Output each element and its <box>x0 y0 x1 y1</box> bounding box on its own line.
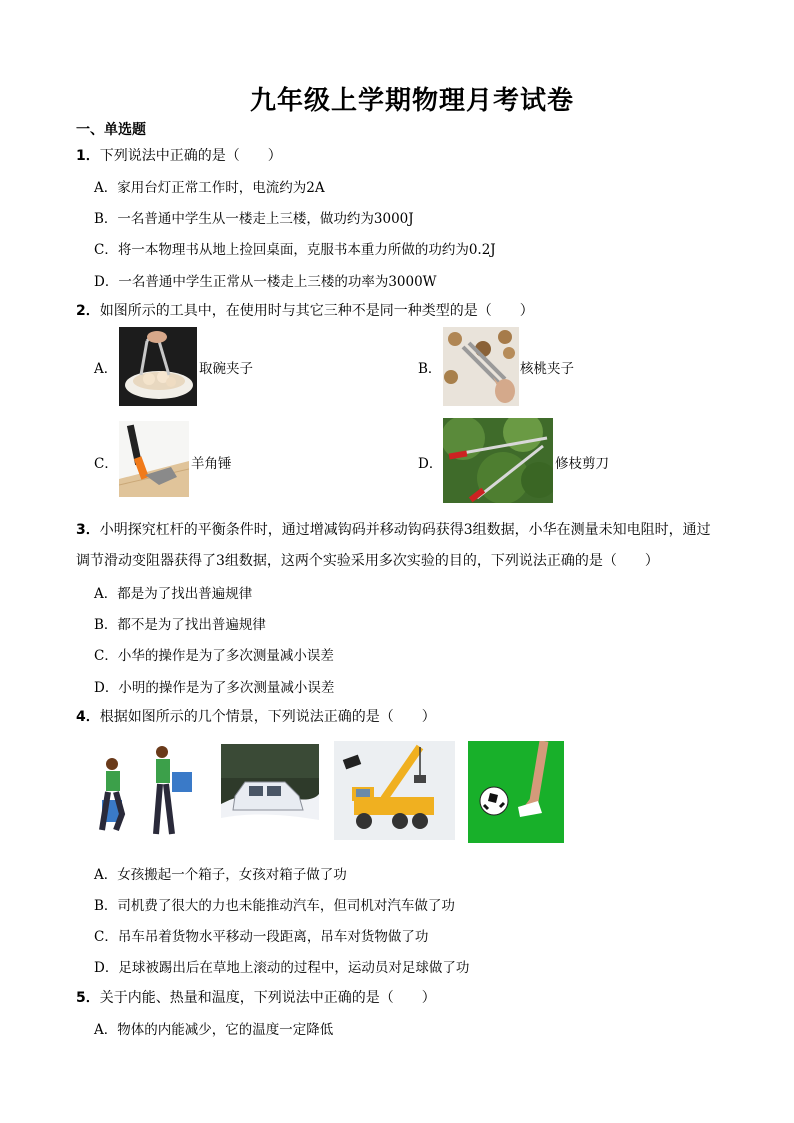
q2-option-d-label: 修枝剪刀 <box>555 456 609 472</box>
q4-option-d: D．足球被踢出后在草地上滚动的过程中，运动员对足球做了功 <box>94 960 470 976</box>
q2-option-a-letter: A． <box>94 361 118 377</box>
question-3 <box>76 519 711 539</box>
question-stem-line-1: 小明探究杠杆的平衡条件时，通过增减钩码并移动钩码获得3组数据，小华在测量未知电阻时，通过 <box>99 522 711 538</box>
question-number: 2． <box>76 303 100 319</box>
q1-option-a: A．家用台灯正常工作时，电流约为2A <box>94 180 325 196</box>
q1-option-d: D．一名普通中学生正常从一楼走上三楼的功率为3000W <box>94 274 437 290</box>
question-number: 5． <box>76 990 100 1006</box>
q3-option-a: A．都是为了找出普遍规律 <box>94 586 253 602</box>
question-stem: 根据如图所示的几个情景，下列说法正确的是（ ） <box>99 709 436 725</box>
page-title: 九年级上学期物理月考试卷 <box>249 86 574 116</box>
q2-option-b-label: 核桃夹子 <box>520 361 574 377</box>
q4-option-a: A．女孩搬起一个箱子，女孩对箱子做了功 <box>94 867 347 883</box>
q4-option-c: C．吊车吊着货物水平移动一段距离，吊车对货物做了功 <box>94 929 429 945</box>
q2-option-c-label: 羊角锤 <box>191 456 232 472</box>
pruning-shears-image <box>443 418 553 503</box>
question-stem: 如图所示的工具中，在使用时与其它三种不是同一种类型的是（ ） <box>99 303 534 319</box>
q5-option-a: A．物体的内能减少，它的温度一定降低 <box>94 1022 334 1038</box>
kicking-football-image <box>468 741 564 843</box>
car-in-snow-image <box>221 744 319 840</box>
q3-option-b: B．都不是为了找出普遍规律 <box>94 617 266 633</box>
q3-option-c: C．小华的操作是为了多次测量减小误差 <box>94 648 334 664</box>
q4-option-b: B．司机费了很大的力也未能推动汽车，但司机对汽车做了功 <box>94 898 455 914</box>
question-2 <box>76 300 534 320</box>
girl-lifting-box-image <box>96 744 196 840</box>
q2-option-c-letter: C． <box>94 456 118 472</box>
q3-option-d: D．小明的操作是为了多次测量减小误差 <box>94 680 335 696</box>
question-stem: 下列说法中正确的是（ ） <box>99 148 282 164</box>
q1-option-c: C．将一本物理书从地上捡回桌面，克服书本重力所做的功约为0.2J <box>94 242 496 258</box>
bowl-clamp-image <box>119 327 197 406</box>
q2-option-a-label: 取碗夹子 <box>199 361 253 377</box>
section-heading-single-choice: 一、单选题 <box>76 122 146 138</box>
question-stem-line-2: 调节滑动变阻器获得了3组数据，这两个实验采用多次实验的目的，下列说法正确的是（ ） <box>76 553 659 569</box>
crane-truck-image <box>334 741 455 840</box>
claw-hammer-image <box>119 421 189 497</box>
question-number: 4． <box>76 709 100 725</box>
question-4 <box>76 706 436 726</box>
question-5 <box>76 987 436 1007</box>
question-number: 1． <box>76 148 100 164</box>
q1-option-b: B．一名普通中学生从一楼走上三楼，做功约为3000J <box>94 211 414 227</box>
question-number: 3． <box>76 522 100 538</box>
q2-option-b-letter: B． <box>418 361 442 377</box>
question-stem: 关于内能、热量和温度，下列说法中正确的是（ ） <box>99 990 436 1006</box>
q2-option-d-letter: D． <box>418 456 443 472</box>
walnut-cracker-image <box>443 327 519 406</box>
question-1 <box>76 145 282 165</box>
